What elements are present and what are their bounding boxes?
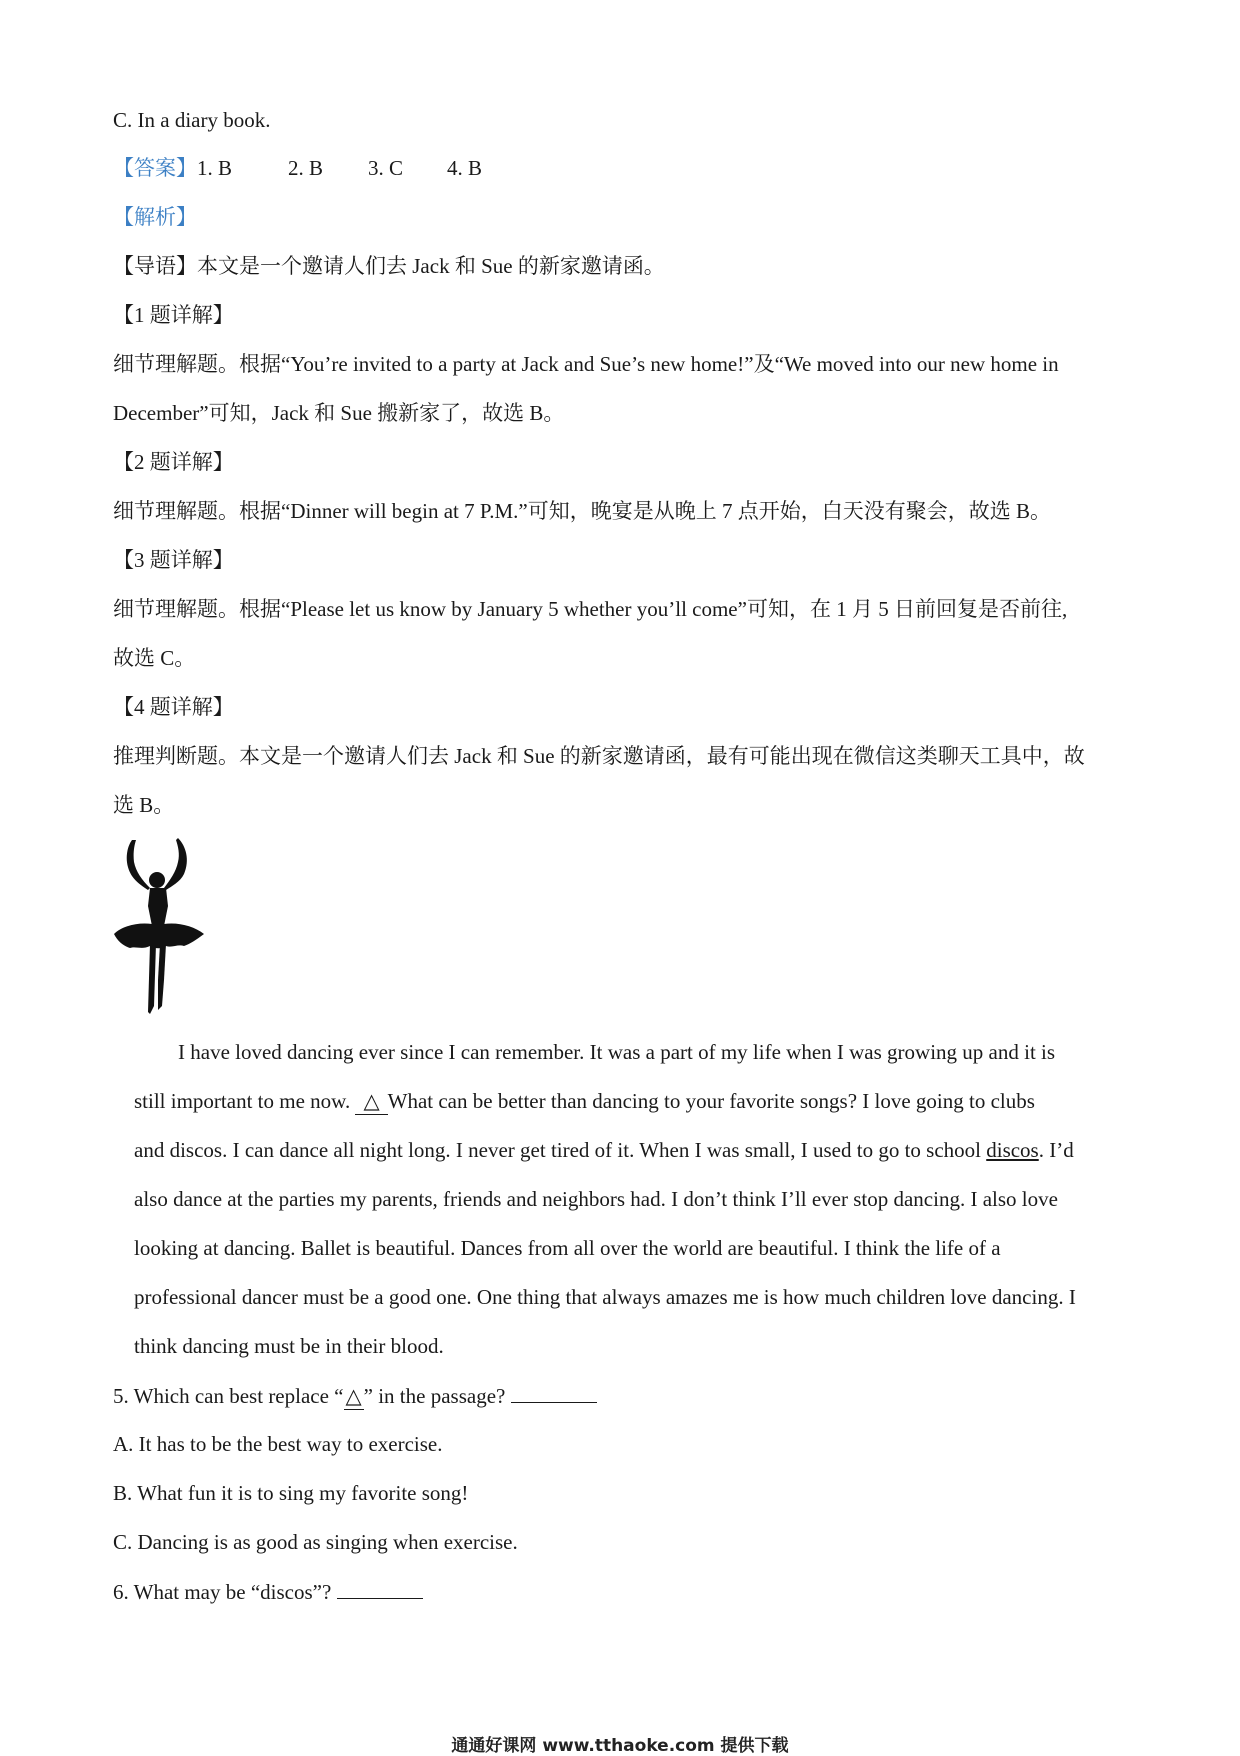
- q4-explanation-line2: 选 B。: [113, 793, 175, 817]
- passage-line3: [134, 1137, 1074, 1163]
- intro-text: 本文是一个邀请人们去 Jack 和 Sue 的新家邀请函。: [197, 254, 665, 278]
- underlined-word-discos: discos: [986, 1138, 1039, 1162]
- q2-explanation-line1: 细节理解题。根据“Dinner will begin at 7 P.M.”可知，晚宴是从晚上 7 点开始，白天没有聚会，故选 B。: [113, 499, 1051, 523]
- answer-2: 2. B: [288, 156, 324, 180]
- analysis-tag: 【解析】: [113, 205, 197, 229]
- q1-tag: 【1 题详解】: [113, 303, 234, 327]
- passage-line2: [134, 1088, 1035, 1115]
- answer-blank[interactable]: [511, 1382, 597, 1403]
- passage-line5: looking at dancing. Ballet is beautiful. Dances from all over the world are beautiful. I think the life of a: [134, 1236, 1001, 1260]
- answer-line: [113, 155, 482, 181]
- ballerina-silhouette-icon: [112, 830, 208, 1016]
- passage-line6: professional dancer must be a good one. One thing that always amazes me is how much children love dancing. I: [134, 1285, 1076, 1309]
- q1-explanation-line1: 细节理解题。根据“You’re invited to a party at Jack and Sue’s new home!”及“We moved into our new home in: [113, 352, 1059, 376]
- passage-line4: also dance at the parties my parents, friends and neighbors had. I don’t think I’ll ever stop dancing. I also love: [134, 1187, 1058, 1211]
- answer-4: 4. B: [447, 156, 483, 180]
- prev-option-c: C. In a diary book.: [113, 108, 271, 132]
- q2-tag: 【2 题详解】: [113, 450, 234, 474]
- passage-line1: I have loved dancing ever since I can remember. It was a part of my life when I was growing up and it is: [178, 1040, 1056, 1064]
- q4-explanation-line1: 推理判断题。本文是一个邀请人们去 Jack 和 Sue 的新家邀请函，最有可能出现在微信这类聊天工具中，故: [113, 744, 1085, 768]
- blank-triangle-mark: △: [345, 1384, 362, 1408]
- option-5c: C. Dancing is as good as singing when exercise.: [113, 1530, 518, 1554]
- passage-text: What can be better than dancing to your favorite songs? I love going to clubs: [387, 1089, 1035, 1113]
- blank-triangle-mark: △: [355, 1088, 387, 1115]
- option-5a: A. It has to be the best way to exercise.: [113, 1432, 443, 1456]
- q3-explanation-line2: 故选 C。: [113, 646, 196, 670]
- question-text: ” in the passage?: [363, 1384, 506, 1408]
- question-6: [113, 1578, 423, 1605]
- answer-blank[interactable]: [337, 1578, 423, 1599]
- q3-tag: 【3 题详解】: [113, 548, 234, 572]
- q1-explanation-line2: December”可知，Jack 和 Sue 搬新家了，故选 B。: [113, 401, 565, 425]
- q3-explanation-line1: 细节理解题。根据“Please let us know by January 5 whether you’ll come”可知，在 1 月 5 日前回复是否前往,: [113, 597, 1068, 621]
- passage-text: still important to me now.: [134, 1089, 356, 1113]
- question-5: [113, 1382, 597, 1410]
- page-footer: 通通好课网 www.tthaoke.com 提供下载: [451, 1736, 789, 1756]
- question-text: 6. What may be “discos”?: [113, 1580, 332, 1604]
- intro-tag: 【导语】: [113, 254, 197, 278]
- answer-1: 1. B: [197, 156, 233, 180]
- intro-line: [113, 253, 665, 279]
- q4-tag: 【4 题详解】: [113, 695, 234, 719]
- passage-text: and discos. I can dance all night long. I never get tired of it. When I was small, I used to go to school: [134, 1138, 987, 1162]
- passage-text: . I’d: [1038, 1138, 1074, 1162]
- passage-line7: think dancing must be in their blood.: [134, 1334, 444, 1358]
- question-text: 5. Which can best replace “: [113, 1384, 344, 1408]
- option-5b: B. What fun it is to sing my favorite song!: [113, 1481, 469, 1505]
- answer-3: 3. C: [368, 156, 404, 180]
- answer-tag: 【答案】: [113, 156, 197, 180]
